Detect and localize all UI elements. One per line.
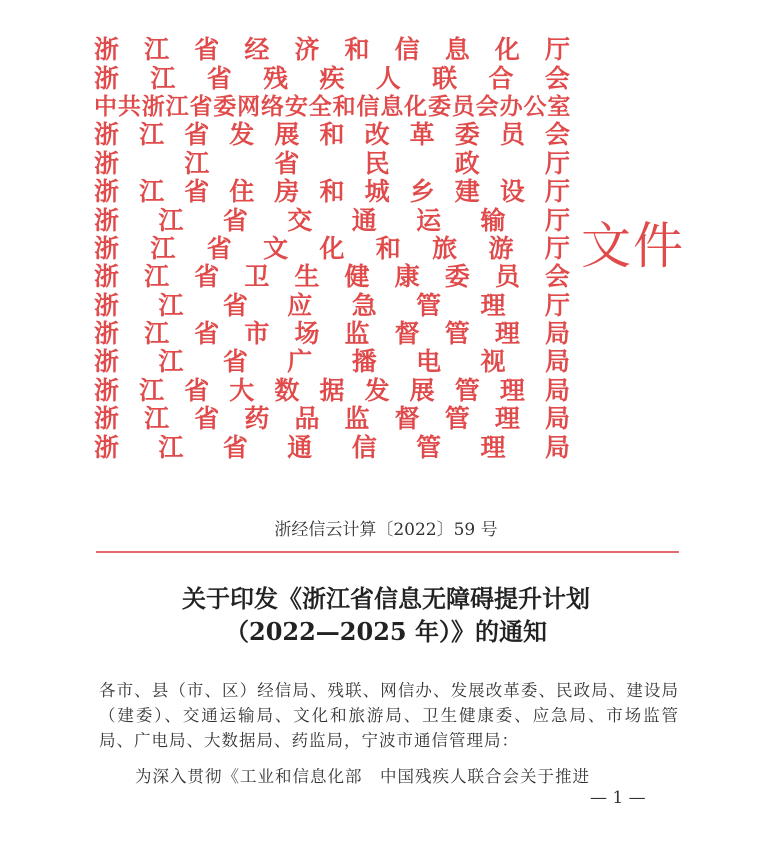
issuer-row: 浙 江 省 大 数 据 发 展 管 理 局 bbox=[94, 375, 570, 405]
issuer-row: 浙 江 省 市 场 监 督 管 理 局 bbox=[94, 319, 570, 349]
issuer-row: 中 共 浙 江 省 委 网 络 安 全 和 信 息 化 委 员 会 办 公 室 bbox=[94, 92, 570, 120]
issuer-row: 浙 江 省 交 通 运 输 厅 bbox=[94, 205, 570, 235]
issuer-row: 浙 江 省 残 疾 人 联 合 会 bbox=[94, 63, 570, 93]
issuer-row: 浙 江 省 药 品 监 督 管 理 局 bbox=[94, 404, 570, 434]
issuer-row: 浙 江 省 住 房 和 城 乡 建 设 厅 bbox=[94, 177, 570, 207]
red-divider bbox=[96, 551, 679, 553]
document-mark: 文件 bbox=[581, 217, 685, 275]
document-number: 浙经信云计算〔2022〕59 号 bbox=[274, 520, 498, 540]
issuer-row: 浙 江 省 经 济 和 信 息 化 厅 bbox=[94, 35, 570, 65]
issuer-row: 浙 江 省 卫 生 健 康 委 员 会 bbox=[94, 262, 570, 292]
issuer-row: 浙 江 省 发 展 和 改 革 委 员 会 bbox=[94, 120, 570, 150]
issuer-row: 浙 江 省 文 化 和 旅 游 厅 bbox=[94, 233, 570, 263]
page-number: — 1 — bbox=[590, 788, 646, 808]
notice-title-line-1: 关于印发《浙江省信息无障碍提升计划 bbox=[182, 584, 590, 613]
addressee: 各市、县（市、区）经信局、残联、网信办、发展改革委、民政局、建设局（建委）、交通运输局、文化和旅游局、卫生健康委、应急局、市场监管局、广电局、大数据局、药监局，宁波市通信管理局： bbox=[99, 681, 679, 750]
notice-title-line-2: （2022—2025 年）》的通知 bbox=[225, 617, 547, 646]
issuer-row: 浙 江 省 应 急 管 理 厅 bbox=[94, 290, 570, 320]
issuer-row: 浙 江 省 通 信 管 理 局 bbox=[94, 432, 570, 462]
issuer-row: 浙 江 省 广 播 电 视 局 bbox=[94, 347, 570, 377]
issuer-list bbox=[94, 36, 570, 462]
body-paragraph: 为深入贯彻《工业和信息化部 中国残疾人联合会关于推进 bbox=[135, 767, 590, 786]
issuer-row: 浙 江 省 民 政 厅 bbox=[94, 148, 570, 178]
